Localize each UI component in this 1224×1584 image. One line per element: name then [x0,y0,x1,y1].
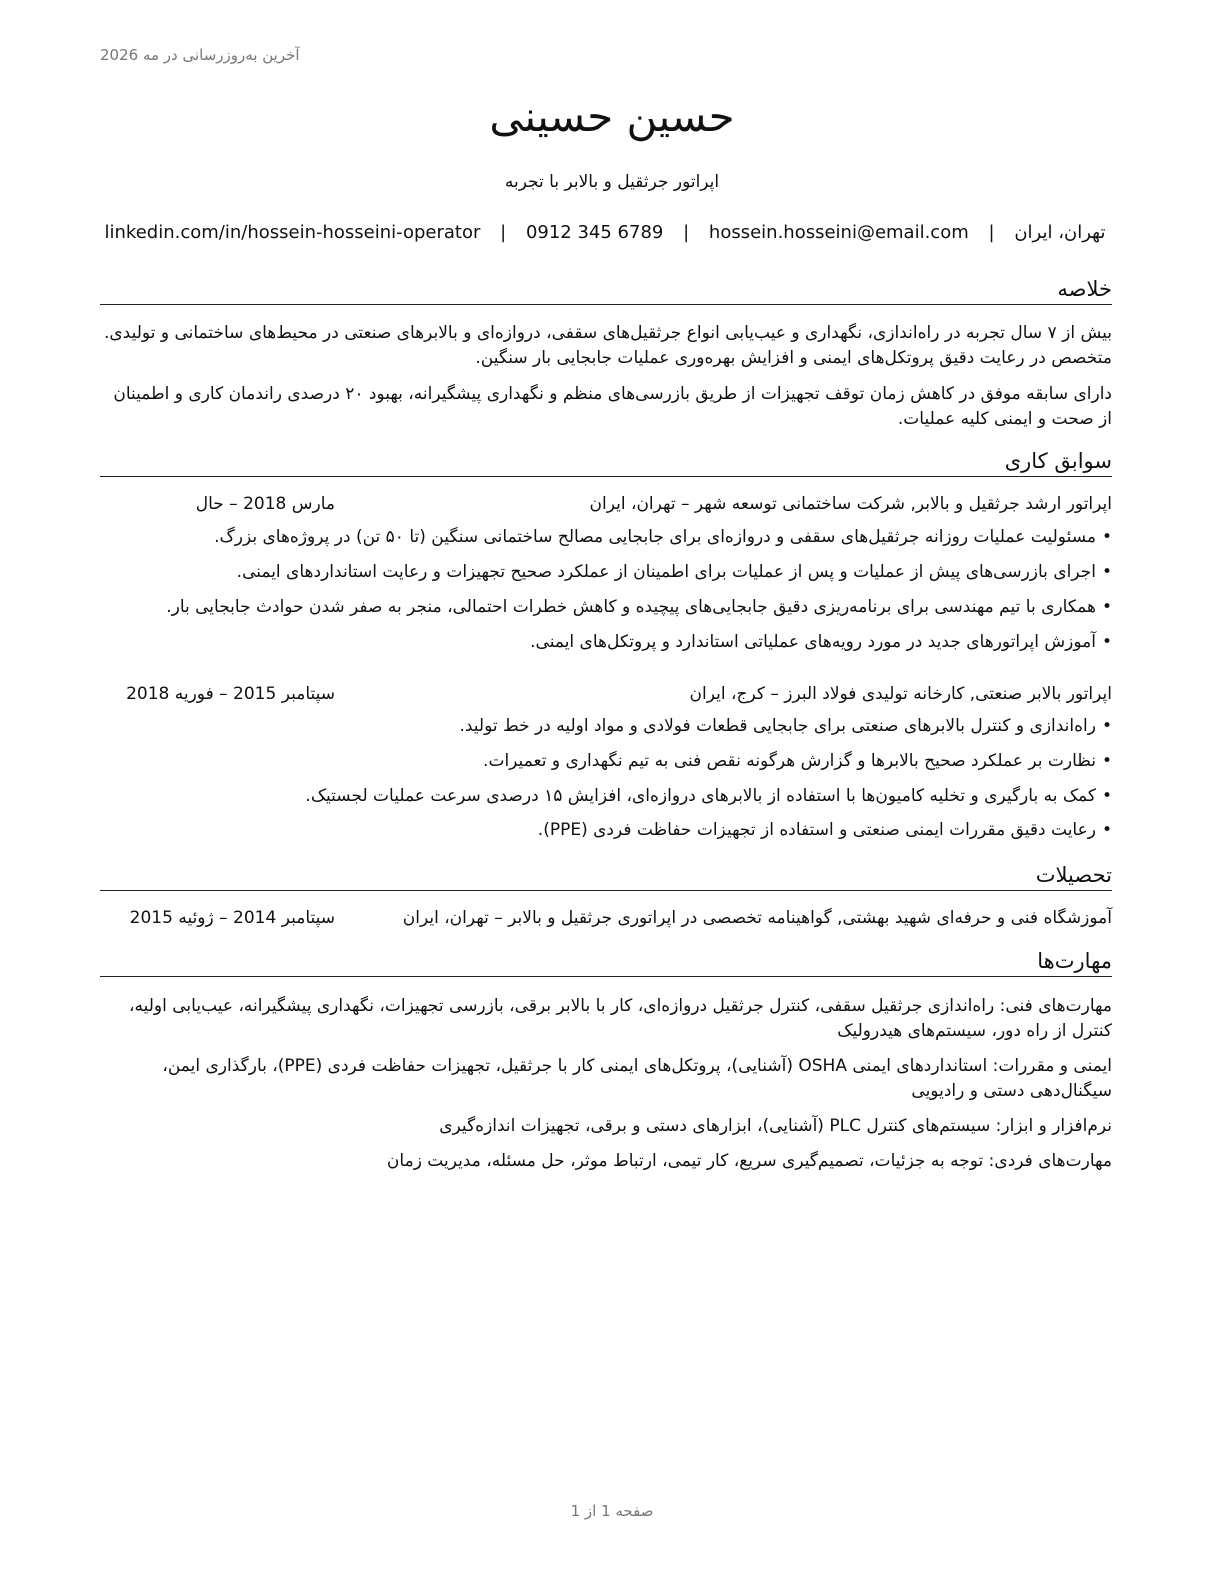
page-number: صفحه 1 از 1 [570,1502,654,1520]
job-dates: سپتامبر 2015 – فوریه 2018 [126,684,335,704]
list-item: •همکاری با تیم مهندسی برای برنامه‌ریزی دقیق جابجایی‌های پیچیده و کاهش خطرات احتمالی، منجر به صفر شدن حوادث جابجایی بار. [166,597,1112,617]
separator: | [500,222,507,243]
job-header [100,494,1112,520]
job-role: اپراتور بالابر صنعتی, کارخانه تولیدی فولاد البرز – کرج، ایران [689,684,1112,704]
skills-heading: مهارت‌ها [100,948,1112,977]
skills-line: ایمنی و مقررات: استانداردهای ایمنی OSHA (آشنایی)، پروتکل‌های ایمنی کار با جرثقیل، تجهیزات حفاظت فردی (PPE)، بارگذاری ایمن، سیگنال‌دهی دستی و رادیویی [162,1056,1112,1101]
list-item: •رعایت دقیق مقررات ایمنی صنعتی و استفاده از تجهیزات حفاظت فردی (PPE). [537,820,1112,840]
skills-line: مهارت‌های فنی: راه‌اندازی جرثقیل سقفی، کنترل جرثقیل دروازه‌ای، کار با بالابر برقی، بازرسی تجهیزات، نگهداری پیشگیرانه، عیب‌یابی اولیه، کنترل از راه دور، سیستم‌های هیدرولیک [129,996,1112,1041]
contact-line [100,222,1110,243]
summary-paragraph: بیش از ۷ سال تجربه در راه‌اندازی، نگهداری و عیب‌یابی انواع جرثقیل‌های سقفی، دروازه‌ای و بالابرهای صنعتی در محیط‌های ساختمانی و تولیدی. متخصص در رعایت دقیق پروتکل‌های ایمنی و افزایش بهره‌وری عملیات جابجایی بار سنگین. [103,323,1112,368]
job-dates: مارس 2018 – حال [195,494,335,514]
separator: | [988,222,995,243]
education-dates: سپتامبر 2014 – ژوئیه 2015 [129,908,335,928]
job-header [100,684,1112,710]
job-role: اپراتور ارشد جرثقیل و بالابر, شرکت ساختمانی توسعه شهر – تهران، ایران [589,494,1112,514]
person-name: حسین حسینی [489,92,735,141]
skills-line: مهارت‌های فردی: توجه به جزئیات، تصمیم‌گیری سریع، کار تیمی، ارتباط موثر، حل مسئله، مدیریت زمان [386,1151,1112,1171]
list-item: •راه‌اندازی و کنترل بالابرهای صنعتی برای جابجایی قطعات فولادی و مواد اولیه در خط تولید. [459,716,1112,736]
skills-line: نرم‌افزار و ابزار: سیستم‌های کنترل PLC (آشنایی)، ابزارهای دستی و برقی، تجهیزات اندازه‌گیری [439,1116,1112,1136]
job-title: اپراتور جرثقیل و بالابر با تجربه [504,172,720,192]
summary-heading: خلاصه [100,276,1112,305]
list-item: •اجرای بازرسی‌های پیش از عملیات و پس از عملیات برای اطمینان از عملکرد صحیح تجهیزات و رعایت استانداردهای ایمنی. [236,562,1112,582]
last-updated-text: آخرین به‌روزرسانی در مه 2026 [100,46,300,64]
separator: | [683,222,690,243]
education-school: آموزشگاه فنی و حرفه‌ای شهید بهشتی, گواهینامه تخصصی در اپراتوری جرثقیل و بالابر – تهران، ایران [402,908,1112,928]
email-link[interactable]: hossein.hosseini@email.com [708,222,969,243]
phone-text: 0912 345 6789 [525,222,664,243]
location-text: تهران، ایران [1014,222,1106,243]
linkedin-link[interactable]: linkedin.com/in/hossein-hosseini-operator [104,222,481,243]
education-entry [100,908,1112,934]
list-item: •مسئولیت عملیات روزانه جرثقیل‌های سقفی و دروازه‌ای برای جابجایی مصالح ساختمانی سنگین (تا ۵۰ تن) در پروژه‌های بزرگ. [214,527,1112,547]
summary-paragraph: دارای سابقه موفق در کاهش زمان توقف تجهیزات از طریق بازرسی‌های منظم و نگهداری پیشگیرانه، بهبود ۲۰ درصدی راندمان کاری و اطمینان از صحت و ایمنی کلیه عملیات. [113,384,1112,429]
list-item: •کمک به بارگیری و تخلیه کامیون‌ها با استفاده از بالابرهای دروازه‌ای، افزایش ۱۵ درصدی سرعت عملیات لجستیک. [305,786,1112,806]
list-item: •آموزش اپراتورهای جدید در مورد رویه‌های عملیاتی استاندارد و پروتکل‌های ایمنی. [530,632,1112,652]
list-item: •نظارت بر عملکرد صحیح بالابرها و گزارش هرگونه نقص فنی به تیم نگهداری و تعمیرات. [483,751,1112,771]
education-heading: تحصیلات [100,862,1112,891]
experience-heading: سوابق کاری [100,448,1112,477]
